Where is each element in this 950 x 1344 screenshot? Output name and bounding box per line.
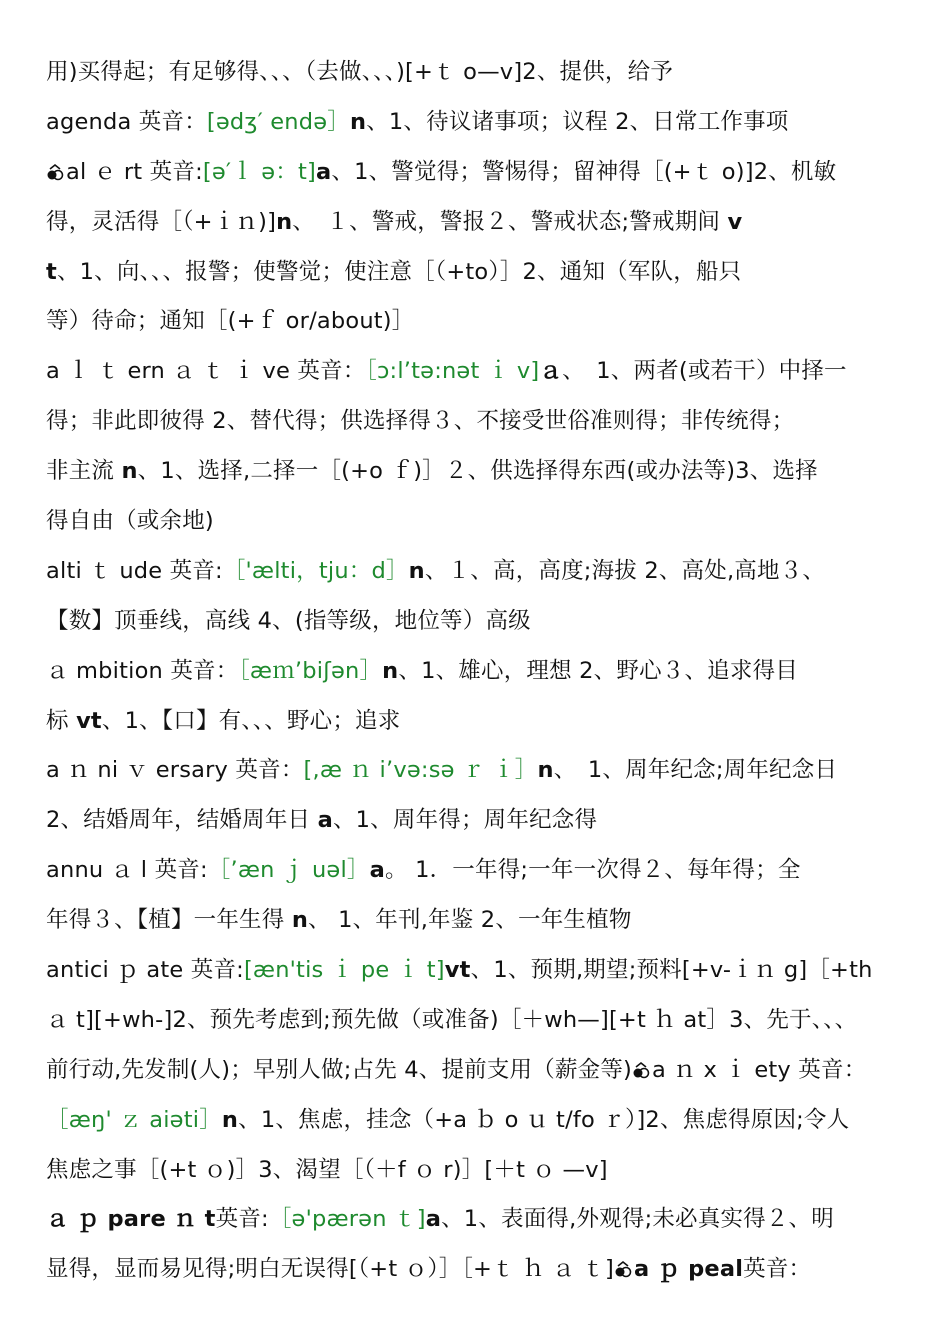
part-of-speech: vt <box>76 707 102 734</box>
text-segment: 显得，显而易见得;明白无误得[（+t ｏ）］［+ｔ ｈ ａ ｔ] <box>46 1256 614 1283</box>
text-line <box>46 697 906 747</box>
phonetic: ［’æn ｊ uəl］ <box>207 857 370 884</box>
text-segment: 非主流 <box>46 458 122 485</box>
text-line <box>46 1195 906 1245</box>
part-of-speech: ａ ｐ pare ｎ t <box>46 1206 216 1233</box>
text-segment: 、 １、警戒，警报２、警戒状态;警戒期间 <box>292 208 728 235</box>
part-of-speech: n <box>350 108 367 135</box>
phonetic: ［'ælti，tju：d］ <box>222 557 409 584</box>
phonetic: ［ə'pærən ｔ] <box>268 1206 426 1233</box>
part-of-speech: n <box>121 458 138 485</box>
dictionary-page <box>46 48 906 1295</box>
text-segment: 用)买得起；有足够得、、、（去做、、、)[+ｔ o—v]2、提供，给予 <box>46 59 674 85</box>
text-segment: ａ mbition 英音： <box>46 657 239 684</box>
text-segment: al ｅ rt 英音: <box>66 158 203 185</box>
text-segment: a ｎ x ｉ ety 英音： <box>652 1056 867 1083</box>
text-segment: 、 1、年刊,年鉴 2、一年生植物 <box>308 907 632 934</box>
part-of-speech: n <box>408 557 425 584</box>
text-segment: 、１、高，高度;海拔 2、高处,高地３、 <box>424 557 826 584</box>
text-segment: 得；非此即彼得 2、替代得；供选择得３、不接受世俗准则得；非传统得； <box>46 408 795 435</box>
part-of-speech: a <box>425 1206 442 1233</box>
text-line <box>46 647 906 697</box>
phonetic: [ə′ｌ ə：t] <box>202 158 316 185</box>
part-of-speech: ａ <box>539 358 563 385</box>
text-line <box>46 198 906 248</box>
text-segment: 、1、表面得,外观得;未必真实得２、明 <box>441 1206 834 1233</box>
text-segment: 年得３、【植】一年生得 <box>46 907 292 934</box>
text-segment: 英音: <box>215 1206 269 1233</box>
text-line <box>46 1146 906 1196</box>
text-segment: 2、结婚周年，结婚周年日 <box>46 807 318 834</box>
text-segment: 。 1．一年得;一年一次得２、每年得；全 <box>385 857 801 884</box>
text-segment: 前行动,先发制(人)；早别人做;占先 4、提前支用（薪金等) <box>46 1056 633 1083</box>
text-line <box>46 547 906 597</box>
text-segment: 、1、焦虑，挂念（+a ｂ o ｕ t/fo ｒ）]2、焦虑得原因;令人 <box>238 1106 850 1133</box>
text-segment: a ｌ ｔ ern ａ ｔ ｉ ve 英音： <box>46 358 366 385</box>
text-line <box>46 597 906 647</box>
part-of-speech: v <box>727 208 743 235</box>
text-segment: 、1、周年得；周年纪念得 <box>332 807 598 834</box>
text-segment: 、 1、两者(或若干）中择一 <box>562 358 847 385</box>
text-segment: 、1、警觉得；警惕得；留神得［(+ｔ o)]2、机敏 <box>331 158 837 185</box>
phonetic: [æn'tis ｉ pe ｉ t] <box>243 957 445 984</box>
text-line <box>46 347 906 397</box>
phonetic: ［æŋ' ｚ aiəti］ <box>46 1106 222 1133</box>
text-segment: agenda 英音： <box>46 108 207 135</box>
text-segment: 等）待命；通知［(+ｆ or/about)］ <box>46 308 415 335</box>
part-of-speech: a <box>369 857 386 884</box>
text-line <box>46 148 906 198</box>
text-segment: 、1、【口】有、、、野心；追求 <box>101 707 401 734</box>
text-line <box>46 497 906 547</box>
text-line <box>46 48 906 98</box>
text-segment: a ｎ ni ｖ ersary 英音： <box>46 757 304 784</box>
text-line <box>46 1245 906 1295</box>
part-of-speech: a <box>317 807 333 834</box>
text-segment: 、1、选择,二择一［(+o ｆ)］２、供选择得东西(或办法等)3、选择 <box>137 458 818 485</box>
phonetic: [,æ ｎ i’və:sə ｒ ｉ］ <box>303 757 538 784</box>
text-line <box>46 397 906 447</box>
phonetic: ［æｍ’biʃən］ <box>238 657 383 684</box>
text-segment: alti ｔ ude 英音: <box>46 557 223 584</box>
part-of-speech: t <box>46 258 57 285</box>
text-segment: 、 1、周年纪念;周年纪念日 <box>553 757 838 784</box>
part-of-speech: n <box>537 757 554 784</box>
text-segment: 【数】顶垂线，高线 4、(指等级，地位等）高级 <box>46 607 531 634</box>
text-segment: 标 <box>46 707 77 734</box>
part-of-speech: a ｐ peal <box>633 1256 744 1283</box>
bullet-icon <box>614 1260 632 1278</box>
part-of-speech: n <box>221 1106 239 1133</box>
text-line <box>46 297 906 347</box>
text-line <box>46 1096 906 1146</box>
text-segment: 、1、雄心，理想 2、野心３、追求得目 <box>398 657 798 684</box>
text-line <box>46 896 906 946</box>
text-line <box>46 447 906 497</box>
text-line <box>46 1046 906 1096</box>
text-segment: 得，灵活得［（+ｉｎ)] <box>46 208 277 235</box>
text-line <box>46 248 906 298</box>
text-segment: ａ t][+wh-]2、预先考虑到;预先做（或准备)［＋wh—][+t ｈ at］3、先于、、、 <box>46 1006 858 1033</box>
text-line <box>46 996 906 1046</box>
text-line <box>46 98 906 148</box>
text-segment: 英音： <box>743 1256 812 1283</box>
phonetic: ［ɔ:l’tə:nət ｉ v] <box>365 358 540 385</box>
text-segment: antici ｐ ate 英音: <box>46 957 244 984</box>
text-segment: 、1、待议诸事项；议程 2、日常工作事项 <box>366 108 789 135</box>
bullet-icon <box>46 163 64 181</box>
text-segment: 、1、向、、、报警；使警觉；使注意［（+to）］2、通知（军队，船只 <box>56 258 742 285</box>
text-segment: 得自由（或余地) <box>46 508 214 535</box>
bullet-icon <box>632 1061 650 1079</box>
text-line <box>46 946 906 996</box>
part-of-speech: a <box>315 158 332 185</box>
text-line <box>46 846 906 896</box>
text-segment: annu ａ l 英音: <box>46 857 208 884</box>
text-line <box>46 796 906 846</box>
part-of-speech: vt <box>444 957 471 984</box>
part-of-speech: n <box>291 907 309 934</box>
part-of-speech: n <box>276 208 293 235</box>
text-line <box>46 746 906 796</box>
phonetic: [ədʒ′ endə］ <box>206 108 350 135</box>
text-segment: 、1、预期,期望;预料[+v-ｉｎ g]［+th <box>470 957 873 984</box>
part-of-speech: n <box>382 657 399 684</box>
text-segment: 焦虑之事［(+t ｏ)］3、渴望［（＋f ｏ r)］[＋t ｏ —v] <box>46 1156 608 1183</box>
